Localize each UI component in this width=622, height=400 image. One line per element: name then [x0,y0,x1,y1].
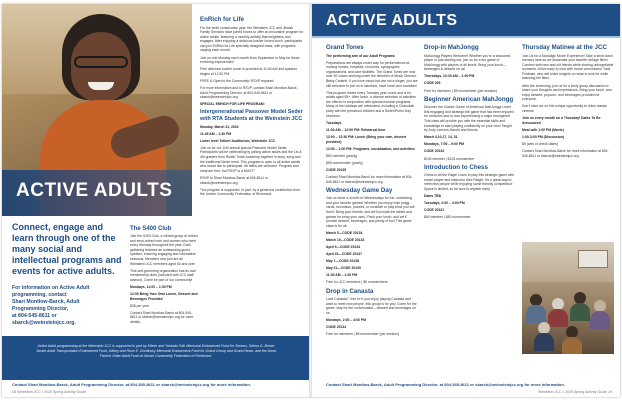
club-time: Mondays, 11:00 – 1:30 PM [130,284,172,289]
contact-email-link[interactable]: sbarck@weinsteinjcc.org. [12,320,76,326]
matinee-time: 1:00-3:00 PM (Discussion) [522,134,565,139]
grand-tones-time: 12:00 – 12:30 PM: Lunch (Bring your own, dessert provided) [326,134,407,144]
right-column-2 [424,44,516,222]
canasta-code: CODE 20134 [326,325,347,330]
matinee-when: Join us every month on a Thursday! Dates To Be Announced [522,116,601,125]
special-time: 11:45 AM – 1:30 PM [200,131,232,136]
mahjongg-beginner-code: CODE 20144 [424,149,445,154]
grand-tones-time: 11:00 AM – 12:00 PM: Rehearsal time [326,127,386,132]
matinee-title: Thursday Matinee at the JCC [522,44,607,51]
mahjongg-drop-para: MahJongg Players Welcome! Whether you're a seasoned player or just starting out, join us for a fun game of MahJongg with players of all levels. Bring your lunch—beverages & dessert on us! [424,53,511,72]
right-column-1 [326,44,418,339]
special-para: This program is supported, in part, by a generous contribution from the Jewish Community Federation of Richmond. [200,187,301,197]
mahjongg-drop-title: Drop-in MahJongg [424,44,479,51]
grand-tones-time: 12:30 – 1:00 PM: Programs, socialization, and activities [326,146,415,151]
matinee-price: $5 (with or check dates) [522,142,558,146]
mahjongg-drop-code: CODE 205 [424,81,441,86]
wednesday-price: Free for JCC members | $5 nonmembers [326,280,388,285]
grand-tones-para: Preparations are always under way for performances at nursing homes, hospitals, churches, synagogues, organizations, and care facilities. The Grand Tones are now over 30 voices working under the direction of Music Director, Betsy Cederle. If you love music but are not a singer, you are still welcome to join us in fabulous, have lunch and socialize! [326,60,418,88]
left-footer: Contact Shari Montlow-Barck, Adult Programming Director, at 804-545-8611 or sbarck@weinsteinjcc.org for more information. [12,382,251,387]
enrich-section [200,16,304,199]
intro-headline: Connect, engage and learn through one of the many social and intellectual programs and events for active adults. [12,222,122,276]
wednesday-title: Wednesday Game Day [326,186,393,194]
right-header [312,4,620,38]
matinee-para: Join Us for a Nostalgic Movie Experience! Take a stroll down memory lane as we showcase your favorite vintage films! Connect with new and old friends while sharing unforgettable moments. Arrive early to chat with movie connoisseur Todd Feldman, who will share insights on what to look for while watching the films. [522,53,614,81]
hero-photo [2,4,192,216]
grand-tones-code: CODE 20135 [326,167,347,172]
special-para: RSVP to Shari Montlow-Barck at 545-8611 or sbarck@weinsteinjcc.org. [200,175,268,185]
mahjongg-drop-time: Thursdays, 10:30 AM – 1:00 PM [424,74,475,79]
mahjongg-drop-price: Free for members | $5 nonmember (per session) [424,88,498,93]
chess-time: Tuesdays, 2:00 – 4:00 PM [424,201,465,206]
canasta-title: Drop in Canasta [326,287,374,295]
chess-price: $60 member | $80 nonmember [424,215,471,220]
contact-line: Programming Director, [12,306,69,312]
grand-tones-price: $50 member (yearly) [326,153,358,158]
grand-tones-price: $55 nonmember (yearly) [326,160,363,165]
wednesday-code: April 9—CODE 20134 [326,245,361,249]
wednesday-code: May 21—CODE 20139 [326,266,361,271]
intro-block [12,222,126,327]
mahjongg-beginner-para: Discover the Classic Game of American MahJongg! Learn this engaging and strategic tile game that has been enjoyed for centuries and is now experiencing a major resurgence. This class will provide you with the essential skills and knowledge to start playing confidently on your own! Taught by Judy Lemons-Harold and friends. [424,105,514,133]
matinee-contact: Contact Shari Montlow-Barck for more information at 804-545-8611 or sbarck@weinsteinjcc.org. [522,149,609,158]
matinee-time: Meal with 1:00 PM (Movie) [522,127,564,132]
chess-code: CODE 20131 [424,208,445,213]
special-label: SPECIAL ENRICH FOR LIFE PROGRAM: [200,102,265,107]
chess-dates: Dates TBD [424,193,442,198]
photo-banner [2,170,192,216]
right-page [312,4,620,397]
enrich-para: For more information and to RSVP, contact Shari Montlow-Barck, Adult Programming Director, at 804-545-8611 or sbarck@weinsteinjcc.org. [200,86,298,100]
grand-tones-contact: Contact Shari Montlow-Barck for more information at 804-545-8611 or sbarck@weinsteinjcc.org. [326,174,413,184]
chess-title: Introduction to Chess [424,163,488,171]
special-para: Join us for our 11th annual special Passover Model Seder. Participants will be celebrating by joining active adults and the 1st & 4th graders from Rudlin Torah Academy together in story, song and the traditional Seder meal. This program is open to all active adults who would like to participate. All faiths are welcome. Program and meal are free, but RSVP is a MUST! [200,145,302,173]
photo-banner-title: ACTIVE ADULTS [16,180,173,201]
sponsor-band [2,336,309,380]
right-column-3 [522,44,614,161]
canasta-time: Mondays, 2:00 – 4:00 PM [326,317,366,322]
enrich-para: FREE & Open to the Community! RSVP required. [200,78,275,83]
movie-audience-photo [522,242,614,354]
grand-tones-subtitle: The performing arm of our Adult Programs [326,53,395,58]
club-lunch: 12:30 Bring Your Own Lunch, Dessert and Beverages Provided [130,292,198,301]
matinee-para: Don't miss out on this unique opportunity to relive classic cinema! [522,104,608,114]
matinee-para: After the screening, join us for a lively group discussion to share your thoughts and impressions. Bring your lunch, and enjoy dessert, popcorn, and beverages provided for everyone. [522,83,612,102]
grand-tones-title: Grand Tones [326,44,364,51]
enrich-para: For the tenth consecutive year, the Weinstein JCC and Jewish Family Services have joined forces to offer an innovative program for active adults, featuring a monthly activity that enlightens and engages. After enjoying a delicious kosher boxed lunch, participants can join EnRich for Life specialty designed class, with programs varying each month. [200,25,304,53]
special-date: Monday, March 31, 2024 [200,124,239,129]
left-page-number: 18 Weinstein JCC • 2025 Spring Activity Guide [12,390,87,394]
enrich-para: Free delicious kosher lunch is provided at 11:45 AM and speaker begins at 12:30 PM. [200,67,298,76]
sponsor-text: Active Adult programming at the Weinstein JCC is supported in part by Eileen and Yolanda Toth Memorial Endowment Fund for Seniors, Selma G. Brown Senior Adult Transportation Endowment Fund, Gilbey and Rose E. Gordinsky Memorial Endowment Fund for Grand Group and Grand News, and the Anna Fischer Older Adult Fund of Jewish Community Federation of Richmond. [36,344,276,358]
mahjongg-beginner-dates: March 3,10,17, 24, 31 [424,135,458,140]
contact-line: at 804-545-8611 or [12,313,57,319]
enrich-title: EnRich for Life [200,16,245,23]
enrich-para: Join us one Monday each month from September to May for these enriching experiences! [200,55,300,65]
wednesday-code: March 5—CODE 20134 [326,230,363,235]
grand-tones-day: Tuesdays [326,120,342,125]
contact-line: For information on Active Adult [12,285,90,291]
wednesday-code: May 7—CODE 20138 [326,259,359,264]
wednesday-code: April 23—CODE 20137 [326,252,362,257]
wednesday-code: March 19—CODE 20133 [326,237,365,242]
club-para: This self-governing organization has its own membership dues (included with JCC staff advisor). Come be part of our community! [130,268,196,282]
left-page [2,4,309,397]
right-footer: Contact Shari Montlow-Barck, Adult Programming Director, at 804-545-8611 or sbarck@weinsteinjcc.org for more information. [326,382,565,387]
wednesday-para: Join us twice a month on Wednesdays for fun, socializing, and your favorite games! Whether you enjoy mah jongg, cards, rummikub, puzzles, or scrabble or play trivia you will find it. Bring your friends, and we'll provide the tables and games for bring your own). Pack your lunch, and we'll provide dessert, beverages, and plenty of fun! This game class is for all. [326,196,415,228]
canasta-price: Free for members | $5 nonmember (per session) [326,332,400,337]
club-para: Join the S400 Club, a vibrant group of retired and semi-retired men and women who meet every Monday throughout the year. Each gathering features an outstanding guest speaker, ensuring engaging and informative sessions. Members who join are all Weinstein JCC members aged 60 and over. [130,234,198,266]
contact-line: Shari Montlow-Barck, Adult [12,299,80,305]
contact-info [12,285,126,327]
guide-spread [2,4,620,397]
club-price: $35 per year [130,303,150,308]
chess-para: Chess is All the Rage! Learn to play this strategic game with expert player and instructor Alex Riegel. It's a great way to meet new people while enjoying some friendly competition! Space is limited, so be sure to register early. [424,173,515,191]
contact-line: programming, contact [12,292,67,298]
right-page-number: Weinstein JCC • 2025 Spring Activity Guide 19 [537,390,612,394]
club-title: The S400 Club [130,226,172,232]
canasta-para: Love Canasta? Join in! If you enjoy playing Canasta and want to meet new people, this group is for you! Come for the game, stay for the conversation—dessert and beverages on us. [326,297,417,315]
mahjongg-beginner-time: Mondays, 7:00 – 9:00 PM [424,142,464,147]
special-location: Lower level Tolbert Auditorium, Weinstein JCC [200,138,276,143]
mahjongg-beginner-title: Beginner American MahJongg [424,95,514,103]
right-header-title: ACTIVE ADULTS [326,12,458,29]
mahjongg-beginner-price: $100 member | $125 nonmember [424,156,475,161]
club-section [130,226,198,327]
wednesday-time: 11:30 AM – 1:30 PM [326,273,358,278]
grand-tones-para: This program meets every Tuesday year round and is for adults aged 55+. After lunch, a diverse selection of activities are offered in conjunction with special musical programs. Many of the holidays are celebrated, including a Chanukah party with the preschool children and a Seder/Purim Day luncheon. [326,90,416,118]
special-title: Intergenerational Passover Model Seder with RTA Students at the Weinstein JCC [200,109,303,122]
club-contact: Contact Shari Montlow-Barck at 804-545-8611 or sbarck@weinsteinjcc.org for more details. [130,310,194,324]
